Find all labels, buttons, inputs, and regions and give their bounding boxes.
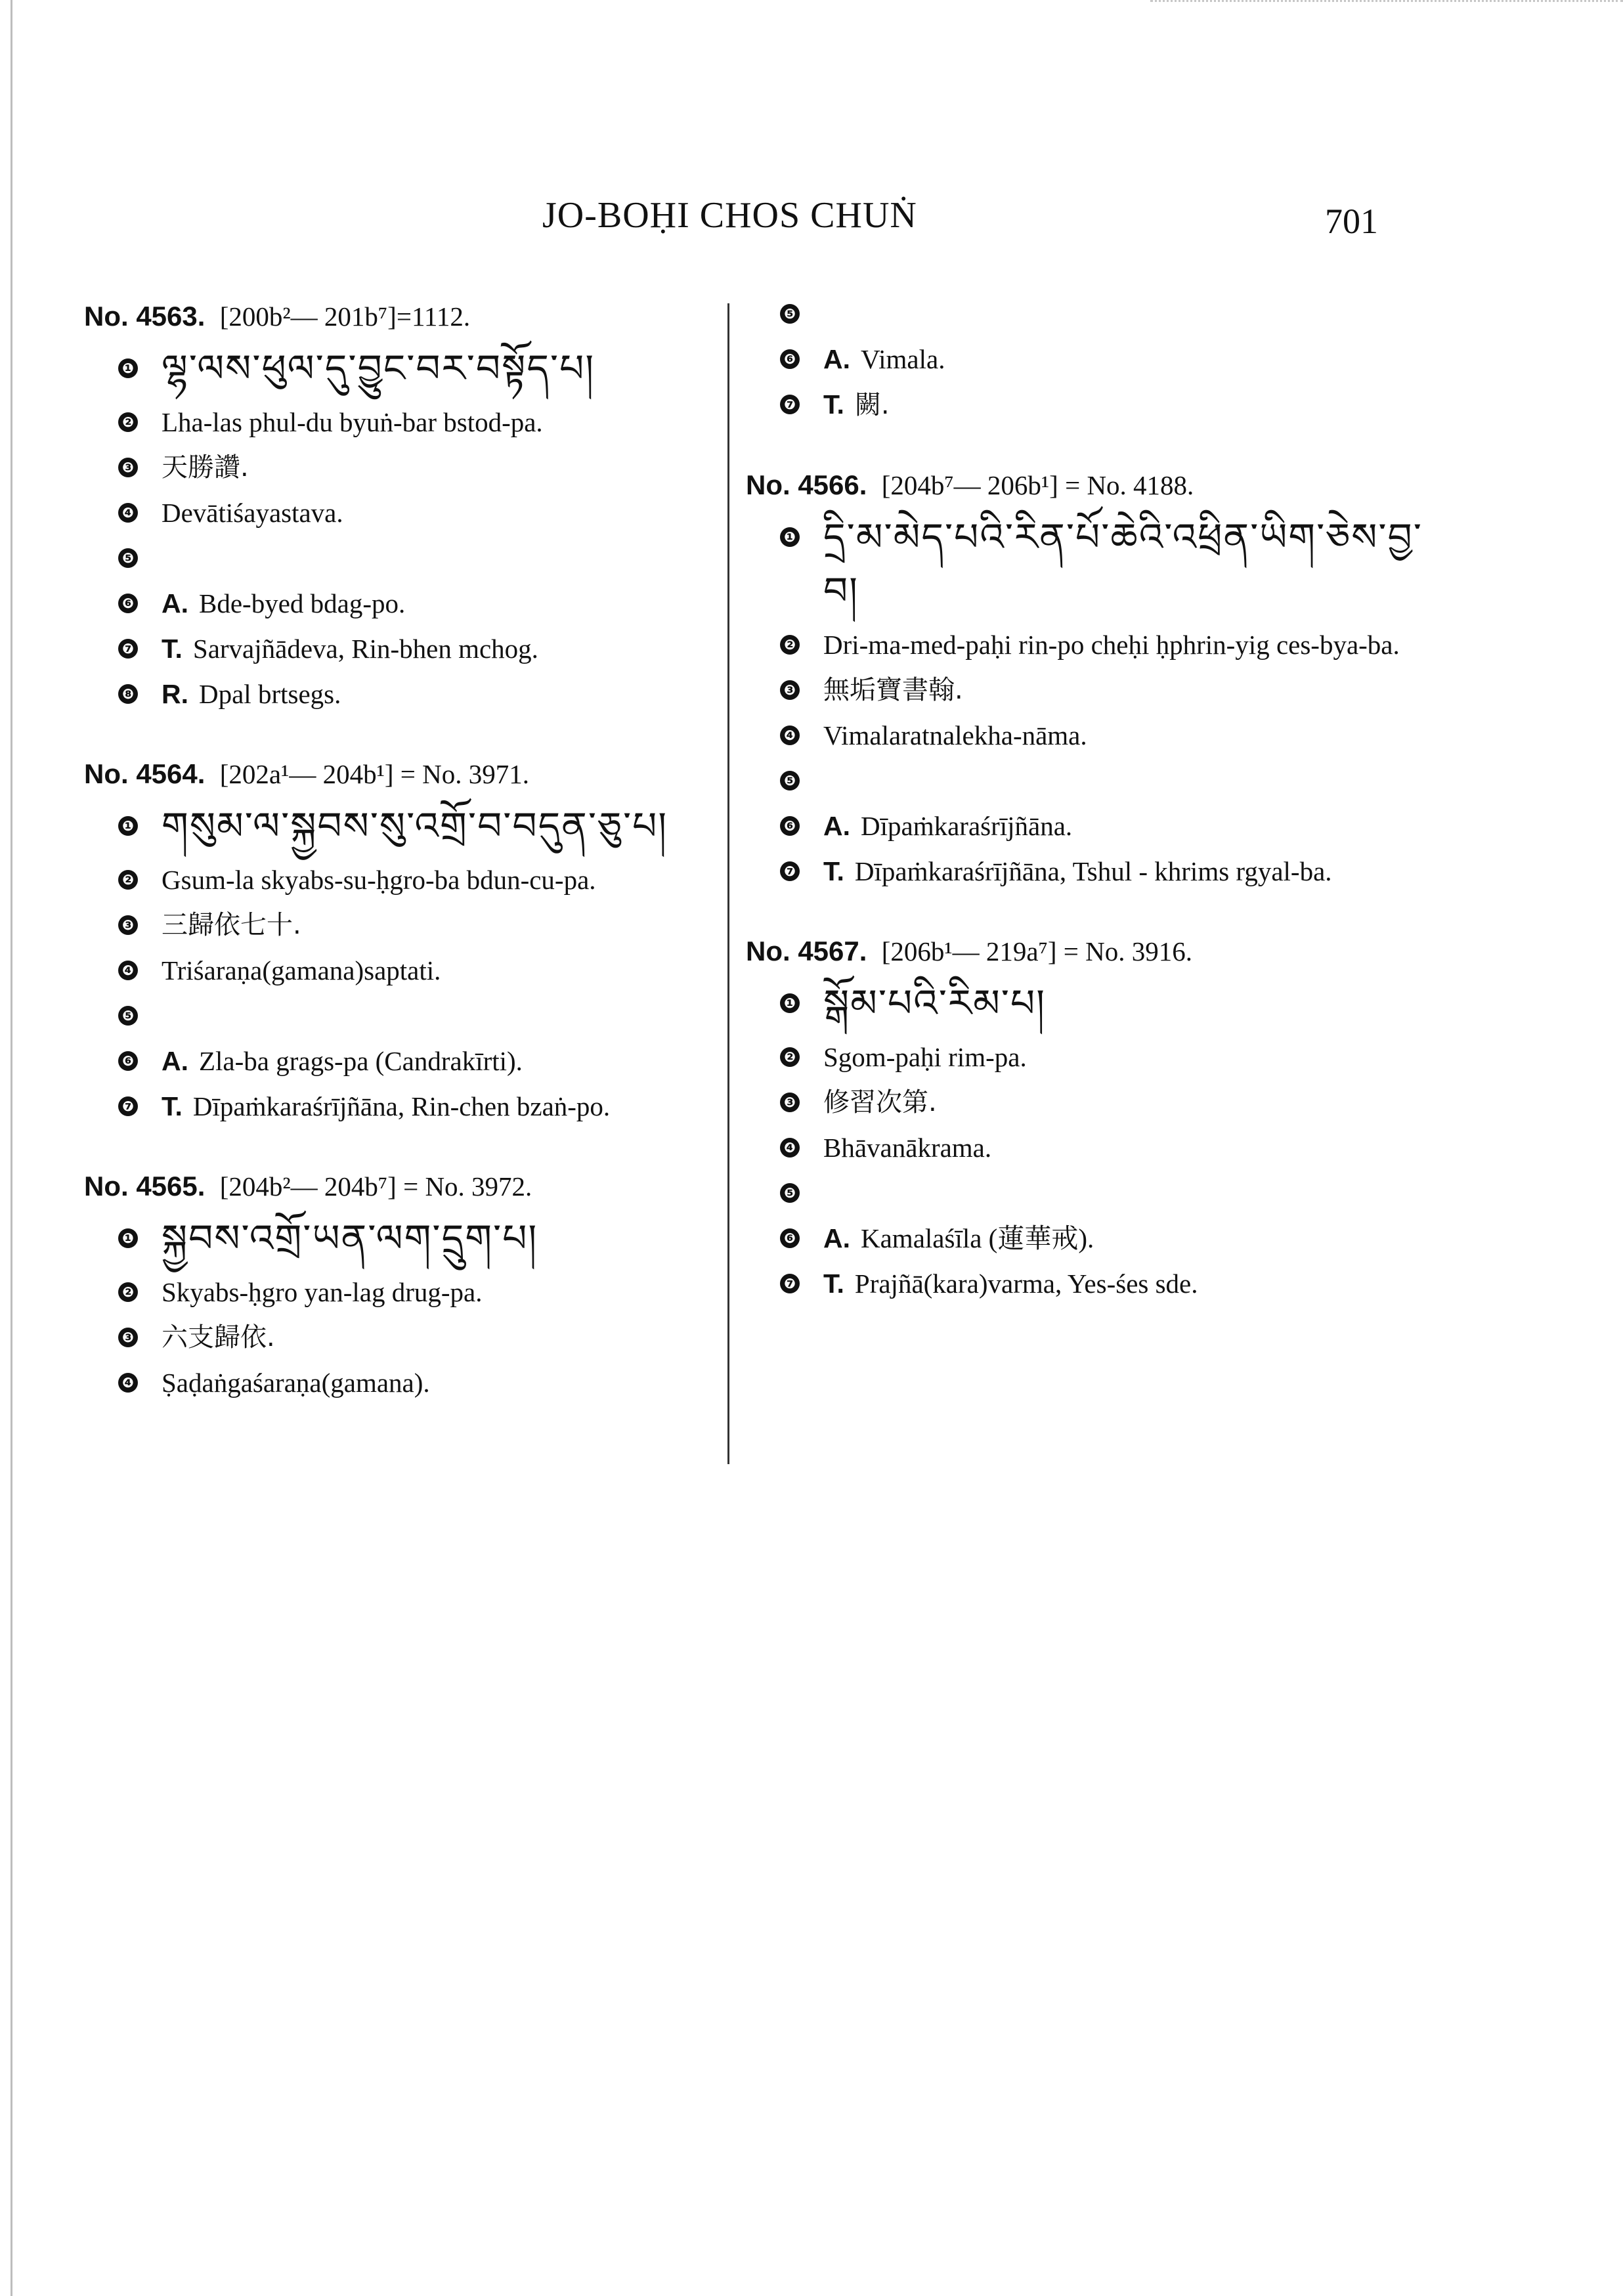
field-empty: [746, 295, 1429, 332]
tibetan-title: དྲི་མ་མེད་པའི་རིན་པོ་ཆེའི་འཕྲིན་ཡིག་ཅེས་བྱ་བ།: [823, 515, 1423, 613]
transliterated-title: Lha-las phul-du byuṅ-bar bstod-pa.: [162, 407, 543, 437]
entry-4566: [746, 464, 1429, 890]
author-role-label: A.: [162, 1046, 188, 1076]
sanskrit-title: Bhāvanākrama.: [823, 1133, 992, 1163]
marker-1-icon: ❶: [118, 816, 138, 836]
field-tibetan-title: [746, 976, 1429, 1030]
marker-4-icon: ❹: [780, 726, 800, 745]
sanskrit-title: Devātiśayastava.: [162, 498, 343, 528]
field-empty: [84, 540, 714, 576]
marker-6-icon: ❻: [118, 594, 138, 613]
marker-7-icon: ❼: [780, 861, 800, 881]
translator-name: Sarvajñādeva, Rin-bhen mchog.: [192, 634, 538, 664]
field-chinese-title: [746, 1084, 1429, 1121]
entry-header: [84, 295, 714, 337]
folio-reference: [206b¹— 219a⁷] = No. 3916.: [881, 936, 1193, 966]
marker-1-icon: ❶: [780, 527, 800, 547]
field-author: [84, 585, 714, 622]
field-translator: [746, 386, 1429, 423]
marker-4-icon: ❹: [118, 1373, 138, 1393]
field-sanskrit-title: [84, 952, 714, 989]
author-role-label: A.: [823, 1223, 850, 1253]
chinese-title: 三歸依七十.: [162, 910, 301, 940]
sanskrit-title: Vimalaratnalekha-nāma.: [823, 720, 1087, 750]
transliterated-title: Dri-ma-med-paḥi rin-po cheḥi ḥphrin-yig ces-bya-ba.: [823, 630, 1400, 660]
chinese-title: 六支歸依.: [162, 1322, 275, 1353]
marker-4-icon: ❹: [118, 961, 138, 980]
marker-5-icon: ❺: [118, 548, 138, 568]
author-name: Dīpaṁkaraśrījñāna.: [861, 811, 1073, 841]
marker-6-icon: ❻: [780, 816, 800, 836]
marker-2-icon: ❷: [118, 412, 138, 432]
left-column: [84, 295, 714, 1442]
field-sanskrit-title: [84, 494, 714, 531]
author-name: Vimala.: [861, 344, 945, 374]
marker-3-icon: ❸: [118, 458, 138, 477]
sanskrit-title: Ṣaḍaṅgaśaraṇa(gamana).: [162, 1368, 430, 1398]
field-tibetan-title: [746, 510, 1429, 618]
marker-1-icon: ❶: [118, 1228, 138, 1248]
entry-number: No. 4567.: [746, 936, 867, 966]
marker-3-icon: ❸: [118, 1328, 138, 1347]
marker-1-icon: ❶: [118, 358, 138, 378]
marker-6-icon: ❻: [780, 1228, 800, 1248]
scan-top-mark: [1150, 0, 1623, 4]
column-divider: [727, 303, 729, 1464]
marker-5-icon: ❺: [780, 771, 800, 791]
field-translator: [746, 853, 1429, 890]
entry-4563: [84, 295, 714, 712]
field-author: [746, 341, 1429, 378]
marker-3-icon: ❸: [780, 1093, 800, 1112]
field-author: [84, 1043, 714, 1079]
field-sanskrit-title: [746, 717, 1429, 754]
translator-role-label: T.: [823, 856, 844, 886]
marker-2-icon: ❷: [780, 635, 800, 655]
tibetan-title: གསུམ་ལ་སྐྱབས་སུ་འགྲོ་བ་བདུན་ཅུ་པ།: [162, 804, 668, 848]
marker-4-icon: ❹: [780, 1138, 800, 1158]
chinese-title: 天勝讚.: [162, 452, 249, 483]
field-translator: [746, 1265, 1429, 1302]
entry-4565-continued: [746, 295, 1429, 423]
marker-5-icon: ❺: [780, 304, 800, 324]
entry-4564: [84, 753, 714, 1125]
right-column: [746, 295, 1429, 1343]
marker-5-icon: ❺: [118, 1006, 138, 1026]
entry-number: No. 4566.: [746, 469, 867, 500]
marker-6-icon: ❻: [118, 1051, 138, 1071]
tibetan-title: ལྷ་ལས་ཕུལ་དུ་བྱུང་བར་བསྟོད་པ།: [162, 346, 595, 391]
reviser-role-label: R.: [162, 679, 188, 709]
running-head: JO-BOḤI CHOS CHUṄ: [542, 195, 917, 236]
field-empty: [746, 1175, 1429, 1211]
entry-4565: [84, 1165, 714, 1401]
marker-4-icon: ❹: [118, 503, 138, 523]
marker-3-icon: ❸: [118, 915, 138, 935]
marker-3-icon: ❸: [780, 680, 800, 700]
sanskrit-title: Triśaraṇa(gamana)saptati.: [162, 955, 441, 986]
chinese-title: 無垢寶書翰.: [823, 675, 963, 705]
author-role-label: A.: [823, 344, 850, 374]
author-role-label: A.: [823, 811, 850, 841]
marker-2-icon: ❷: [780, 1047, 800, 1067]
marker-5-icon: ❺: [780, 1183, 800, 1203]
translator-name: 闕.: [854, 390, 890, 420]
author-name: Bde-byed bdag-po.: [199, 588, 406, 618]
field-transliteration: [746, 626, 1429, 663]
author-name: Kamalaśīla (蓮華戒).: [861, 1223, 1094, 1253]
marker-7-icon: ❼: [780, 395, 800, 414]
chinese-title: 修習次第.: [823, 1087, 937, 1117]
field-transliteration: [84, 404, 714, 441]
field-empty: [84, 997, 714, 1034]
field-sanskrit-title: [746, 1129, 1429, 1166]
marker-1-icon: ❶: [780, 993, 800, 1013]
entry-number: No. 4565.: [84, 1171, 206, 1202]
field-chinese-title: [84, 907, 714, 943]
field-translator: [84, 1088, 714, 1125]
field-sanskrit-title: [84, 1364, 714, 1401]
entry-header: [746, 464, 1429, 506]
field-chinese-title: [746, 672, 1429, 708]
field-transliteration: [746, 1039, 1429, 1075]
entry-header: [84, 1165, 714, 1207]
entry-4567: [746, 930, 1429, 1302]
tibetan-title: སྒོམ་པའི་རིམ་པ།: [823, 981, 1047, 1026]
transliterated-title: Gsum-la skyabs-su-ḥgro-ba bdun-cu-pa.: [162, 865, 596, 895]
field-tibetan-title: [84, 799, 714, 853]
translator-name: Prajñā(kara)varma, Yes-śes sde.: [854, 1268, 1198, 1299]
author-name: Zla-ba grags-pa (Candrakīrti).: [199, 1046, 523, 1076]
translator-role-label: T.: [823, 389, 844, 420]
field-transliteration: [84, 861, 714, 898]
folio-reference: [204b⁷— 206b¹] = No. 4188.: [881, 470, 1194, 500]
field-tibetan-title: [84, 1211, 714, 1265]
marker-7-icon: ❼: [780, 1274, 800, 1293]
field-tibetan-title: [84, 341, 714, 395]
page-edge-line: [11, 0, 12, 2296]
entry-number: No. 4563.: [84, 301, 206, 332]
transliterated-title: Sgom-paḥi rim-pa.: [823, 1042, 1027, 1072]
marker-8-icon: ❽: [118, 684, 138, 704]
author-role-label: A.: [162, 588, 188, 618]
reviser-name: Dpal brtsegs.: [199, 679, 341, 709]
field-chinese-title: [84, 449, 714, 486]
folio-reference: [204b²— 204b⁷] = No. 3972.: [219, 1171, 532, 1202]
translator-name: Dīpaṁkaraśrījñāna, Rin-chen bzaṅ-po.: [192, 1091, 611, 1121]
field-transliteration: [84, 1274, 714, 1310]
field-empty: [746, 762, 1429, 799]
tibetan-title: སྐྱབས་འགྲོ་ཡན་ལག་དྲུག་པ།: [162, 1216, 538, 1261]
entry-number: No. 4564.: [84, 758, 206, 789]
page-number: 701: [1325, 202, 1378, 241]
folio-reference: [200b²— 201b⁷]=1112.: [219, 301, 471, 332]
field-reviser: [84, 676, 714, 712]
marker-6-icon: ❻: [780, 349, 800, 369]
marker-7-icon: ❼: [118, 639, 138, 659]
entry-header: [84, 753, 714, 795]
field-chinese-title: [84, 1319, 714, 1356]
translator-role-label: T.: [823, 1268, 844, 1299]
marker-2-icon: ❷: [118, 1282, 138, 1302]
entry-header: [746, 930, 1429, 972]
field-author: [746, 808, 1429, 844]
field-author: [746, 1220, 1429, 1257]
marker-2-icon: ❷: [118, 870, 138, 890]
translator-name: Dīpaṁkaraśrījñāna, Tshul - khrims rgyal-ba.: [854, 856, 1332, 886]
translator-role-label: T.: [162, 634, 183, 664]
transliterated-title: Skyabs-ḥgro yan-lag drug-pa.: [162, 1277, 483, 1307]
field-translator: [84, 630, 714, 667]
translator-role-label: T.: [162, 1091, 183, 1121]
folio-reference: [202a¹— 204b¹] = No. 3971.: [219, 759, 530, 789]
marker-7-icon: ❼: [118, 1096, 138, 1116]
